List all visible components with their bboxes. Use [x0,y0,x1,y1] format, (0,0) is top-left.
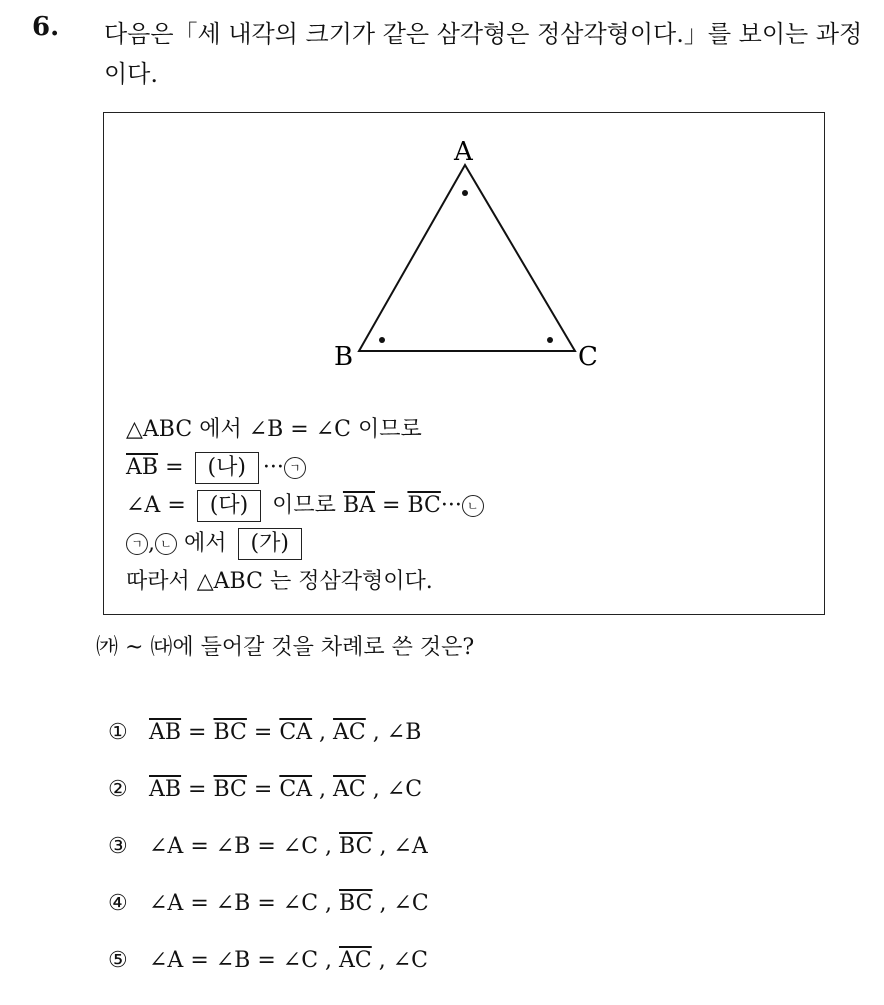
proof-line-2 [126,449,484,487]
dots-2: ··· [440,493,462,518]
circle-mark-1-ref: ㄱ [126,533,148,555]
angle-dot-a [462,190,468,196]
comma: , [148,531,155,556]
vertex-label-b: B [334,342,354,372]
choice-2[interactable]: ② $\overline{AB} = \overline{BC} = \overline{CA}$ , $\overline{AC}$ , ∠C [108,777,423,802]
vertex-label-c: C [578,342,598,372]
answer-choices [108,720,429,1005]
question-number: 6. [32,12,60,42]
proof-line-5: 따라서 △ABC 는 정삼각형이다. [126,569,433,594]
proof-line-1: △ABC 에서 ∠B = ∠C 이므로 [126,417,422,442]
choice-number: ① [108,720,128,745]
circle-mark-2: ㄴ [462,495,484,517]
choice-number: ④ [108,891,128,916]
triangle-figure [104,113,826,413]
therefore-word: 이므로 [272,493,336,518]
proof-text [126,411,484,601]
angle-dot-c [547,337,553,343]
vertex-label-a: A [454,137,473,167]
circle-mark-2-ref: ㄴ [155,533,177,555]
segment-ba: $\overline{BA}$ [342,493,375,518]
choice-number: ⑤ [108,948,128,973]
proof-line-4 [126,525,484,563]
proof-line-3 [126,487,484,525]
blank-slot-ga: (가) [238,528,302,560]
blank-slot-na: (나) [195,452,259,484]
proof-box [103,112,825,615]
circle-mark-1: ㄱ [284,457,306,479]
from-word: 에서 [184,531,227,556]
choice-1[interactable]: ① $\overline{AB} = \overline{BC} = \overline{CA}$ , $\overline{AC}$ , ∠B [108,720,422,745]
segment-ab: $\overline{AB}$ [126,455,159,480]
equals-sign-2: = [382,493,401,518]
sub-question: ㈎ ~ ㈐에 들어갈 것을 차례로 쓴 것은? [96,635,475,660]
choice-5[interactable]: ⑤ ∠A = ∠B = ∠C , $\overline{AC}$ , ∠C [108,948,429,973]
question-text: 다음은「세 내각의 크기가 같은 삼각형은 정삼각형이다.」를 보이는 과정이다. [104,20,863,88]
angle-dot-b [379,337,385,343]
choice-3[interactable]: ③ ∠A = ∠B = ∠C , $\overline{BC}$ , ∠A [108,834,428,859]
dots: ··· [262,455,284,480]
blank-slot-da: (다) [197,490,261,522]
angle-a-eq: ∠A = [126,493,186,518]
choice-number: ② [108,777,128,802]
segment-bc: $\overline{BC}$ [407,493,441,518]
equals-sign: = [165,455,184,480]
choice-4[interactable]: ④ ∠A = ∠B = ∠C , $\overline{BC}$ , ∠C [108,891,429,916]
choice-number: ③ [108,834,128,859]
